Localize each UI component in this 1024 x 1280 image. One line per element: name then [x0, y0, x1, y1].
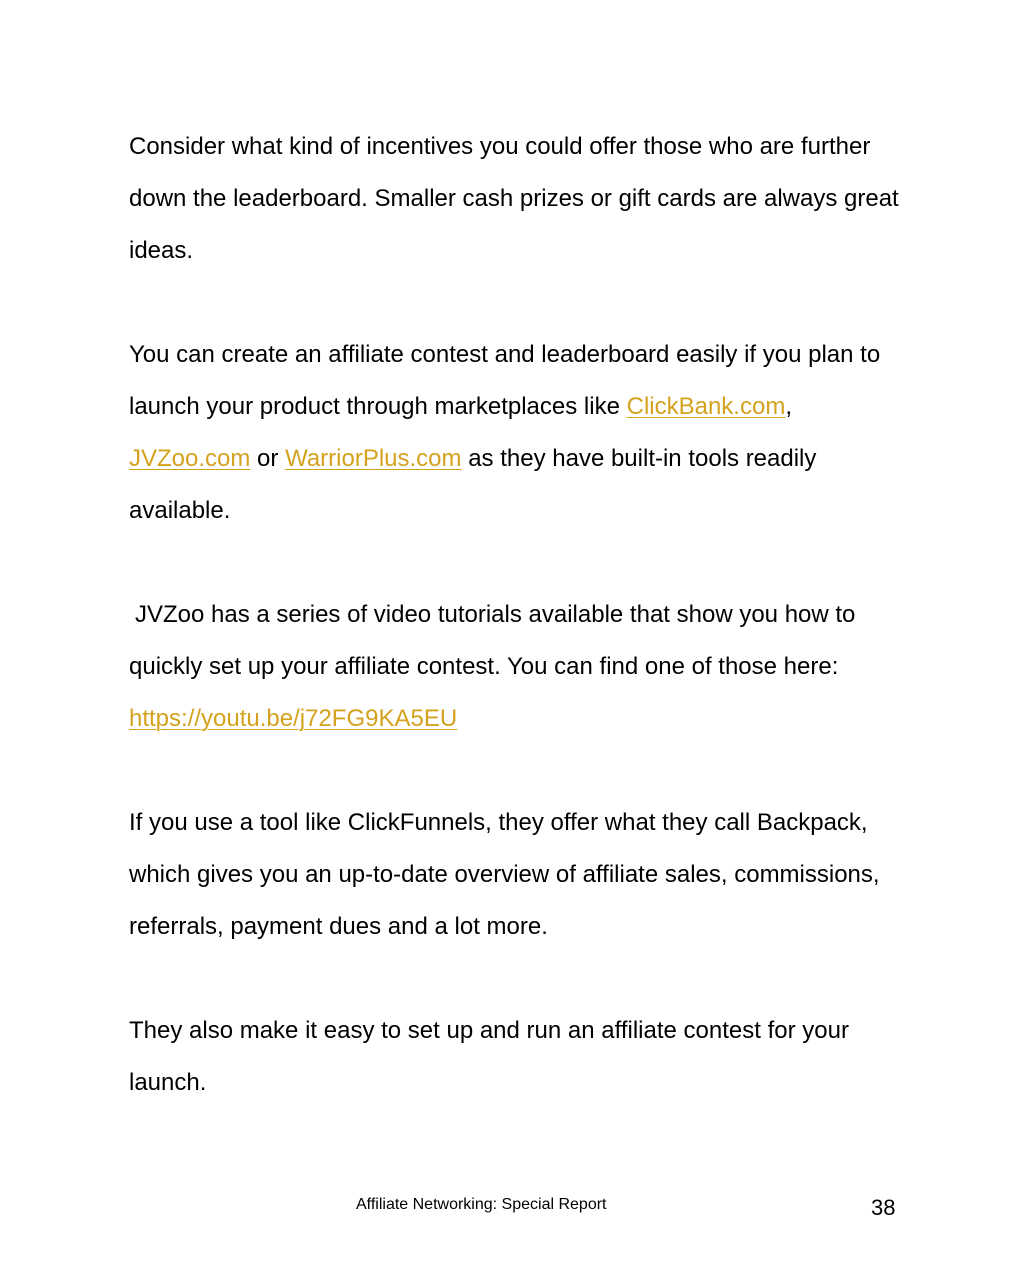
- warriorplus-link[interactable]: WarriorPlus.com: [285, 445, 462, 472]
- paragraph-jvzoo-text: JVZoo has a series of video tutorials available that show you how to quickly set up your affiliate contest. You can find one of those here:: [129, 601, 856, 680]
- clickbank-link[interactable]: ClickBank.com: [626, 393, 786, 420]
- paragraph-marketplaces-text-start: You can create an affiliate contest and leaderboard easily if you plan to launch your product through marketplaces like: [129, 341, 881, 420]
- footer-title: Affiliate Networking: Special Report: [356, 1196, 607, 1213]
- paragraph-marketplaces-text-end: as they have built-in tools readily available.: [129, 445, 817, 524]
- separator-or: or: [250, 445, 286, 472]
- paragraph-clickfunnels: If you use a tool like ClickFunnels, they offer what they call Backpack, which gives you an up-to-date overview of affiliate sales, commissions, referrals, payment dues and a lot more.: [129, 809, 880, 940]
- paragraph-incentives: Consider what kind of incentives you could offer those who are further down the leaderboard. Smaller cash prizes or gift cards are always great ideas.: [129, 133, 899, 264]
- document-body: [129, 121, 909, 1109]
- paragraph-contest-launch: They also make it easy to set up and run an affiliate contest for your launch.: [129, 1017, 849, 1096]
- paragraph-jvzoo-tutorials: [129, 589, 909, 745]
- jvzoo-link[interactable]: JVZoo.com: [129, 445, 251, 472]
- paragraph-marketplaces: [129, 329, 909, 537]
- youtube-tutorial-link[interactable]: https://youtu.be/j72FG9KA5EU: [129, 705, 458, 732]
- separator-comma: ,: [785, 393, 792, 420]
- page-number: 38: [871, 1195, 896, 1220]
